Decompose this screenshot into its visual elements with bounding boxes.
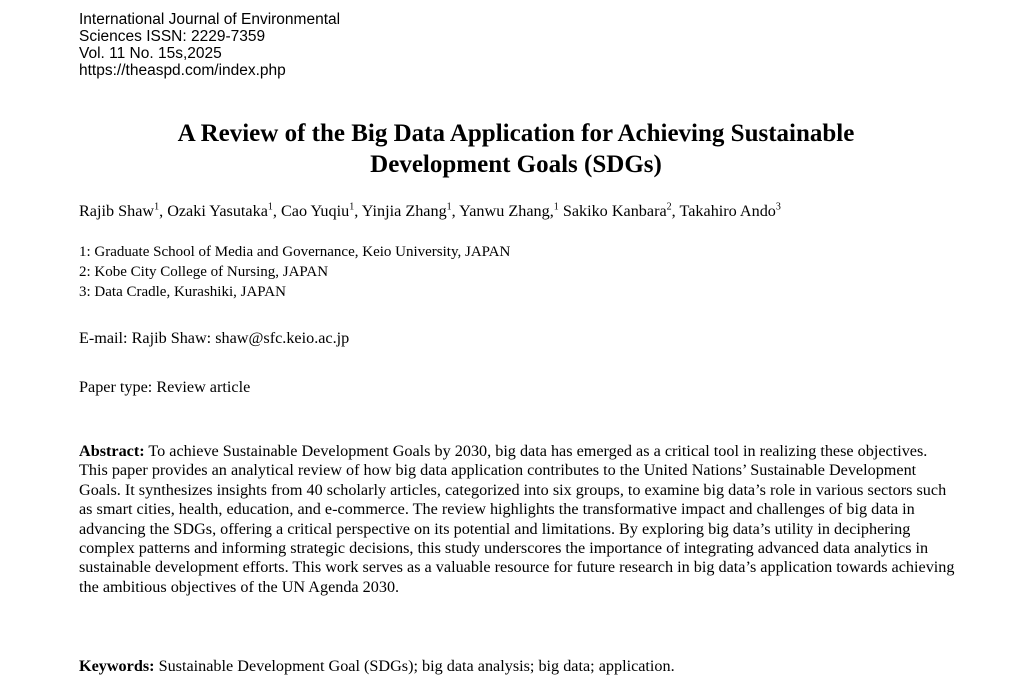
author-list: Rajib Shaw$^1$, Ozaki Yasutaka$^1$, Cao Yuqiu$^1$, Yinjia Zhang$^1$, Yanwu Zhang,$^1$ Sakiko Kanbara$^2$, Takahiro Ando$^3$ xyxy=(79,201,781,220)
keywords-text: Sustainable Development Goal (SDGs); big data analysis; big data; application. xyxy=(158,657,675,675)
author-name: Takahiro Ando xyxy=(679,202,776,220)
author-name: Cao Yuqiu xyxy=(281,202,350,220)
author-affiliation-mark: 1 xyxy=(154,201,160,213)
author-affiliation-mark: 3 xyxy=(775,201,781,213)
author-name: Yanwu Zhang xyxy=(459,202,550,220)
keywords xyxy=(79,657,675,676)
affiliation-item: 3: Data Cradle, Kurashiki, JAPAN xyxy=(79,284,286,300)
affiliation-item: 2: Kobe City College of Nursing, JAPAN xyxy=(79,264,329,280)
paper-title-line-1: A Review of the Big Data Application for Achieving Sustainable xyxy=(177,120,855,147)
affiliation-item: 1: Graduate School of Media and Governance, Keio University, JAPAN xyxy=(79,244,511,260)
journal-header xyxy=(79,11,340,79)
paper-title xyxy=(80,118,952,180)
journal-issn: Sciences ISSN: 2229-7359 xyxy=(79,28,266,45)
paper-title-line-2: Development Goals (SDGs) xyxy=(370,151,662,178)
author-affiliation-mark: 2 xyxy=(666,201,672,213)
author-affiliation-mark: 1 xyxy=(349,201,355,213)
abstract-text: To achieve Sustainable Development Goals by 2030, big data has emerged as a critical tool in realizing these objectives. This paper provides an analytical review of how big data application contributes to the United Nations’ Sustainable Development Goals. It synthesizes insights from 40 scholarly articles, categorized into six groups, to examine big data’s role in various sectors such as smart cities, health, education, and e-commerce. The review highlights the transformative impact and challenges of big data in advancing the SDGs, offering a critical perspective on its potential and limitations. By exploring big data’s utility in deciphering complex patterns and informing strategic decisions, this study underscores the importance of integrating advanced data analytics in sustainable development efforts. This work serves as a valuable resource for future research in big data’s application towards achieving the ambitious objectives of the UN Agenda 2030. xyxy=(79,442,955,596)
abstract xyxy=(79,442,959,597)
author-name: Yinjia Zhang xyxy=(361,202,447,220)
author-affiliation-mark: 1 xyxy=(267,201,273,213)
journal-name: International Journal of Environmental xyxy=(79,11,341,28)
author-affiliation-mark: 1 xyxy=(553,201,559,213)
author-name: Rajib Shaw xyxy=(79,202,155,220)
corresponding-email: E-mail: Rajib Shaw: shaw@sfc.keio.ac.jp xyxy=(79,329,350,347)
author-name: Ozaki Yasutaka xyxy=(167,202,268,220)
author-affiliation-mark: 1 xyxy=(446,201,452,213)
author-name: Sakiko Kanbara xyxy=(562,202,667,220)
paper-type: Paper type: Review article xyxy=(79,378,251,396)
journal-url: https://theaspd.com/index.php xyxy=(79,62,286,79)
abstract-label: Abstract: xyxy=(79,442,145,460)
journal-volume: Vol. 11 No. 15s,2025 xyxy=(79,45,222,62)
keywords-label: Keywords: xyxy=(79,657,155,675)
affiliation-list xyxy=(79,242,510,302)
